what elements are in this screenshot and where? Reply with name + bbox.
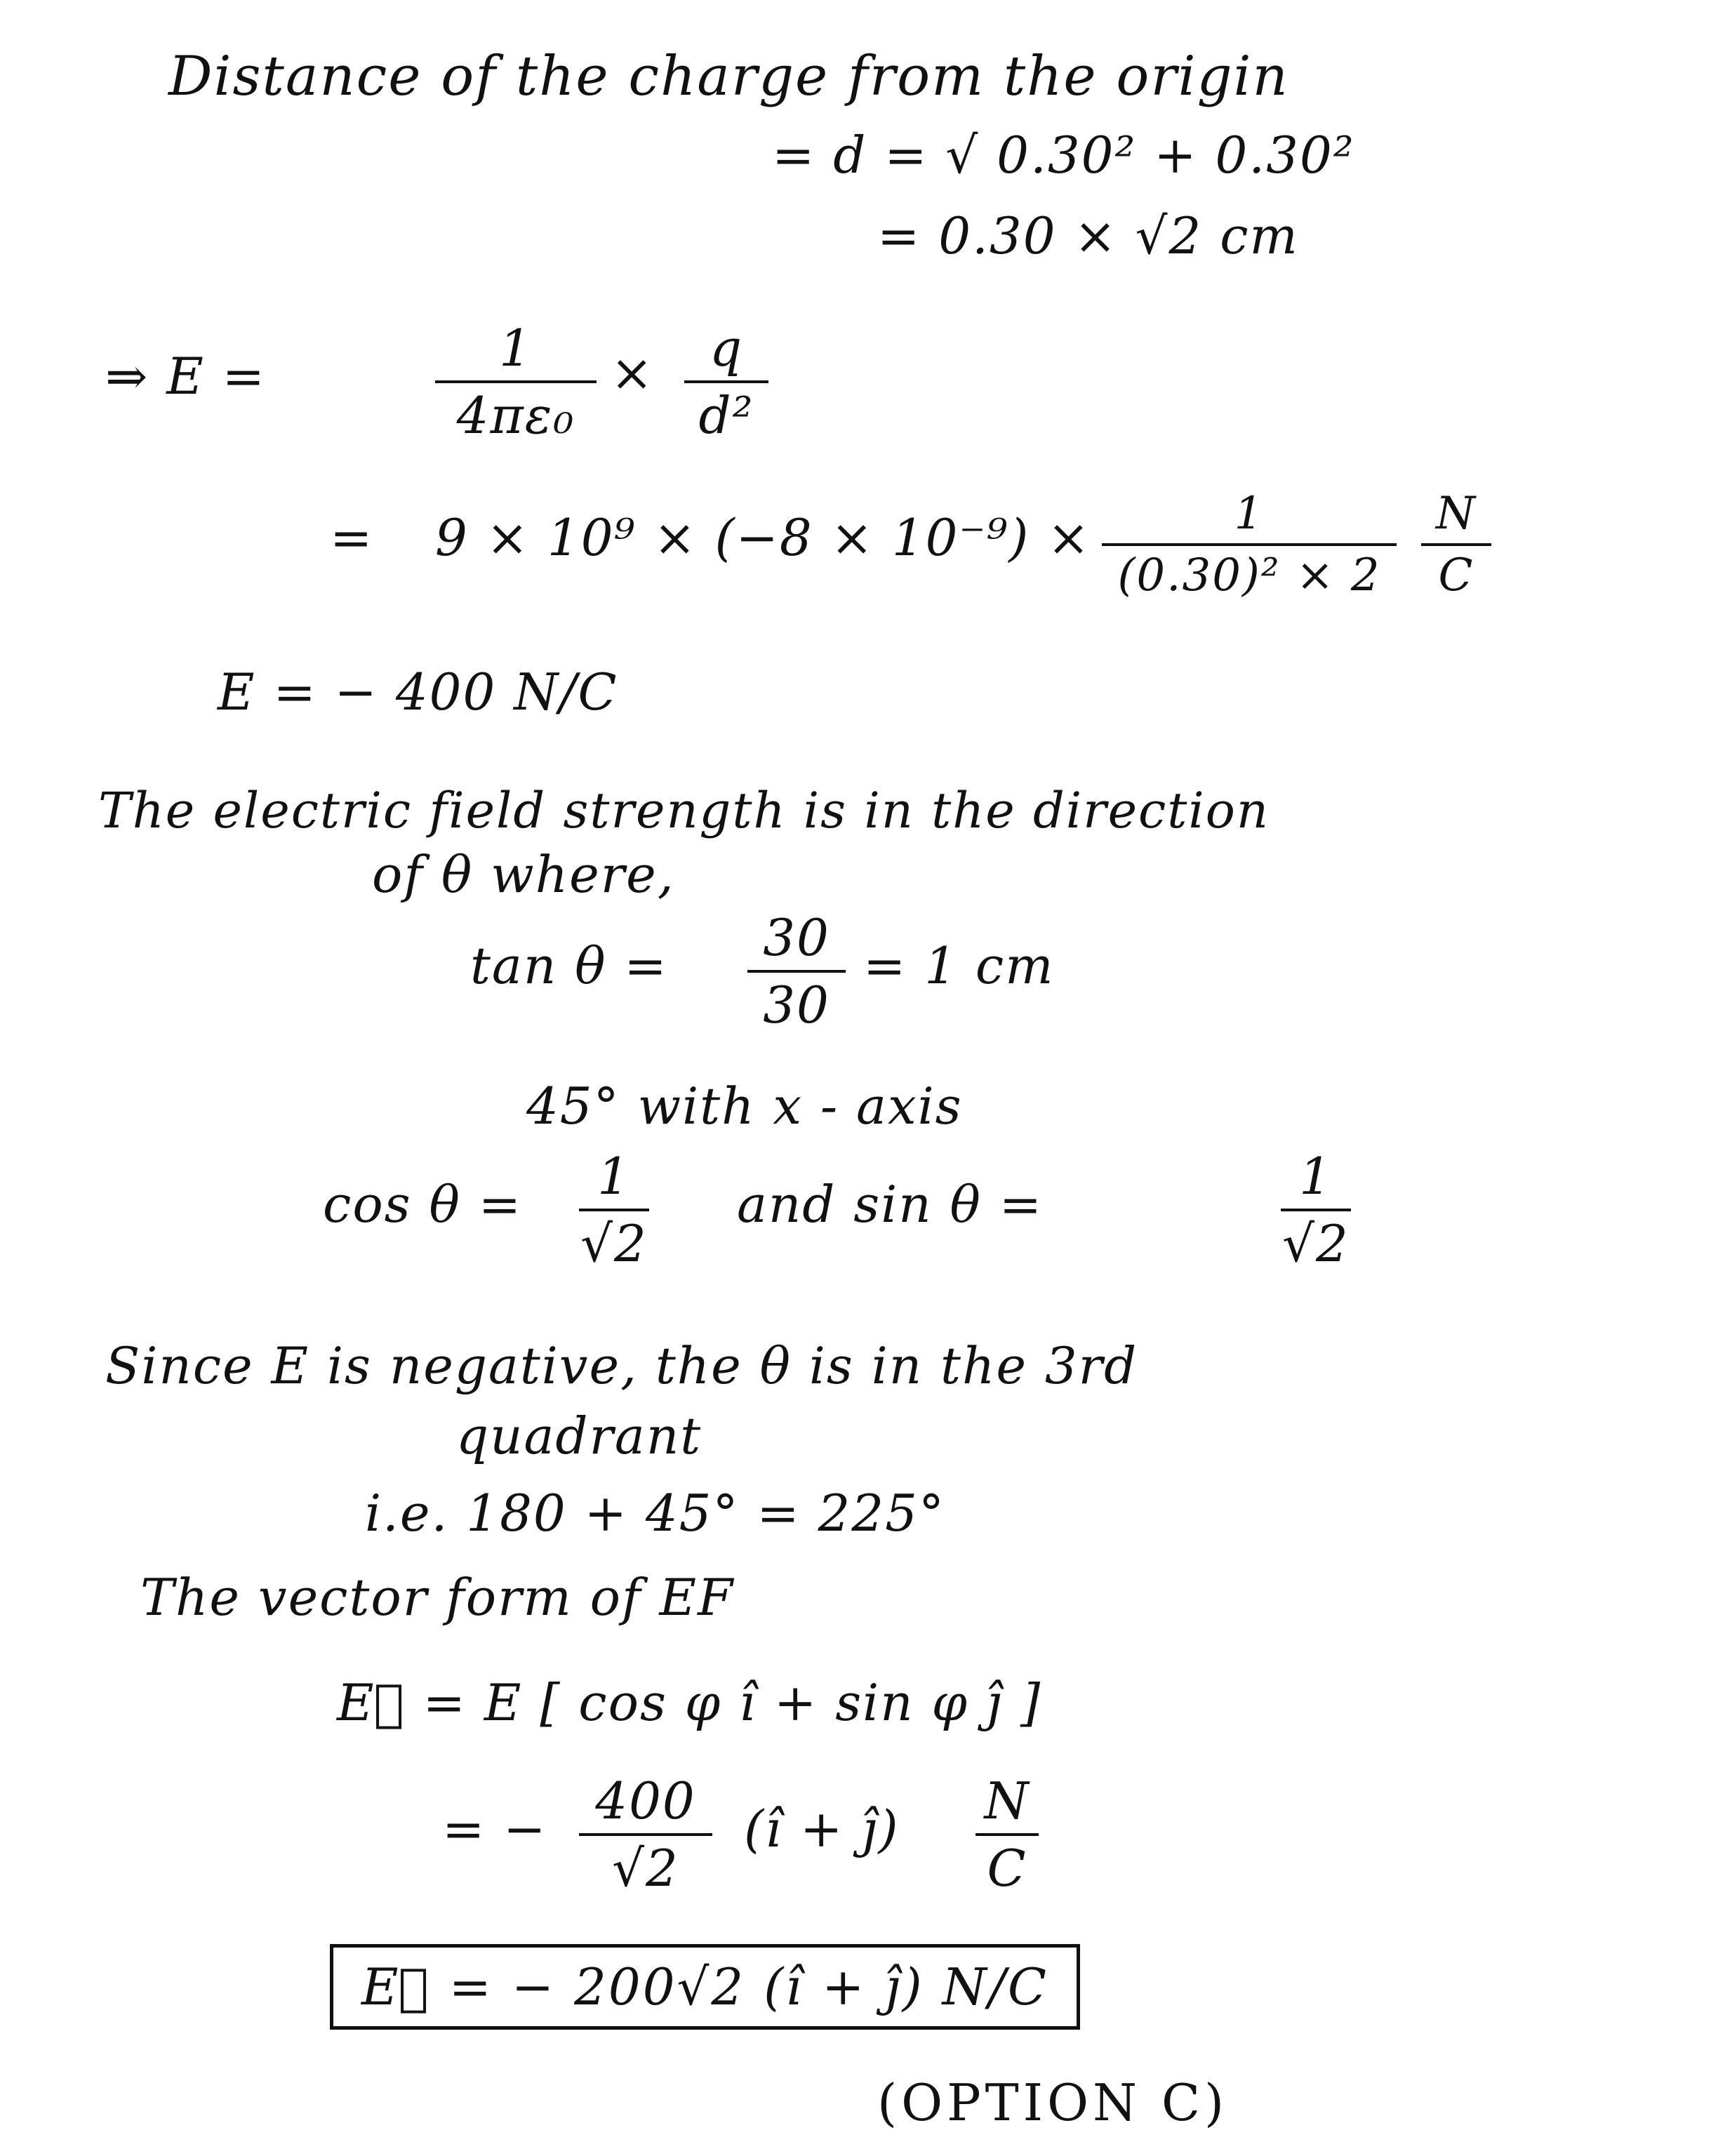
fraction-numerator: 30 xyxy=(763,908,830,967)
fraction-denominator: √2 xyxy=(580,1214,648,1273)
fraction-numerator: 1 xyxy=(597,1147,631,1206)
field-equation-lhs: ⇒ E = xyxy=(105,347,266,406)
quadrant-statement: Since E is negative, the θ is in the 3rd xyxy=(105,1336,1138,1395)
fraction-numerator: 400 xyxy=(595,1771,696,1830)
equals-sign: = xyxy=(330,508,374,567)
fraction-units-n-per-c xyxy=(1418,488,1495,601)
fraction-sin xyxy=(1277,1147,1354,1273)
quadrant-word: quadrant xyxy=(456,1406,702,1465)
fraction-vector-magnitude xyxy=(575,1771,716,1898)
answer-option: (OPTION C) xyxy=(877,2073,1229,2132)
fraction-bar xyxy=(975,1833,1039,1836)
times-sign: × xyxy=(611,343,655,402)
fraction-denominator: 4πε₀ xyxy=(456,386,575,445)
fraction-bar xyxy=(747,970,846,973)
fraction-denominator: C xyxy=(987,1839,1027,1898)
fraction-bar xyxy=(579,1833,712,1836)
final-answer-box: E⃗ = − 200√2 (î + ĵ) N/C xyxy=(330,1944,1080,2030)
fraction-bar xyxy=(579,1209,649,1211)
vector-form-heading: The vector form of EF xyxy=(140,1568,735,1627)
fraction-coulomb-constant xyxy=(435,319,597,445)
direction-statement: The electric field strength is in the direction xyxy=(98,782,1270,839)
tan-lhs: tan θ = xyxy=(470,936,668,995)
fraction-tan xyxy=(744,908,849,1034)
fraction-q-over-d2 xyxy=(674,319,779,445)
vector-subst-lhs: = − xyxy=(442,1799,547,1858)
fraction-bar xyxy=(1102,543,1397,546)
angle-sum: i.e. 180 + 45° = 225° xyxy=(365,1484,945,1543)
fraction-numerator: N xyxy=(1436,488,1477,540)
cos-lhs: cos θ = xyxy=(323,1175,523,1234)
fraction-numerator: 1 xyxy=(499,319,533,378)
field-substitution: 9 × 10⁹ × (−8 × 10⁻⁹) × xyxy=(435,508,1091,567)
fraction-bar xyxy=(1281,1209,1351,1211)
fraction-numerator: 1 xyxy=(1234,488,1265,540)
heading-distance: Distance of the charge from the origin xyxy=(168,45,1289,108)
sin-lhs: and sin θ = xyxy=(737,1175,1044,1234)
fraction-one-over-distance xyxy=(1102,488,1397,601)
angle-with-x-axis: 45° with x - axis xyxy=(526,1077,963,1136)
fraction-denominator: C xyxy=(1438,550,1474,601)
fraction-numerator: N xyxy=(984,1771,1030,1830)
fraction-cos xyxy=(575,1147,653,1273)
fraction-denominator: √2 xyxy=(612,1839,679,1898)
fraction-numerator: 1 xyxy=(1299,1147,1333,1206)
fraction-bar xyxy=(435,380,597,383)
distance-formula: = d = √ 0.30² + 0.30² xyxy=(772,126,1355,185)
vector-general-form: E⃗ = E [ cos φ î + sin φ ĵ ] xyxy=(337,1673,1042,1732)
fraction-denominator: 30 xyxy=(763,976,830,1034)
fraction-denominator: d² xyxy=(698,386,754,445)
direction-statement-cont: of θ where, xyxy=(372,845,675,904)
fraction-vector-units xyxy=(968,1771,1046,1898)
fraction-numerator: q xyxy=(709,319,744,378)
fraction-bar xyxy=(684,380,768,383)
fraction-denominator: (0.30)² × 2 xyxy=(1117,550,1381,601)
fraction-denominator: √2 xyxy=(1282,1214,1350,1273)
field-magnitude-result: E = − 400 N/C xyxy=(218,663,618,721)
distance-result: = 0.30 × √2 cm xyxy=(877,206,1299,265)
tan-rhs: = 1 cm xyxy=(863,936,1055,995)
unit-vectors: (î + ĵ) xyxy=(744,1799,900,1858)
fraction-bar xyxy=(1421,543,1491,546)
